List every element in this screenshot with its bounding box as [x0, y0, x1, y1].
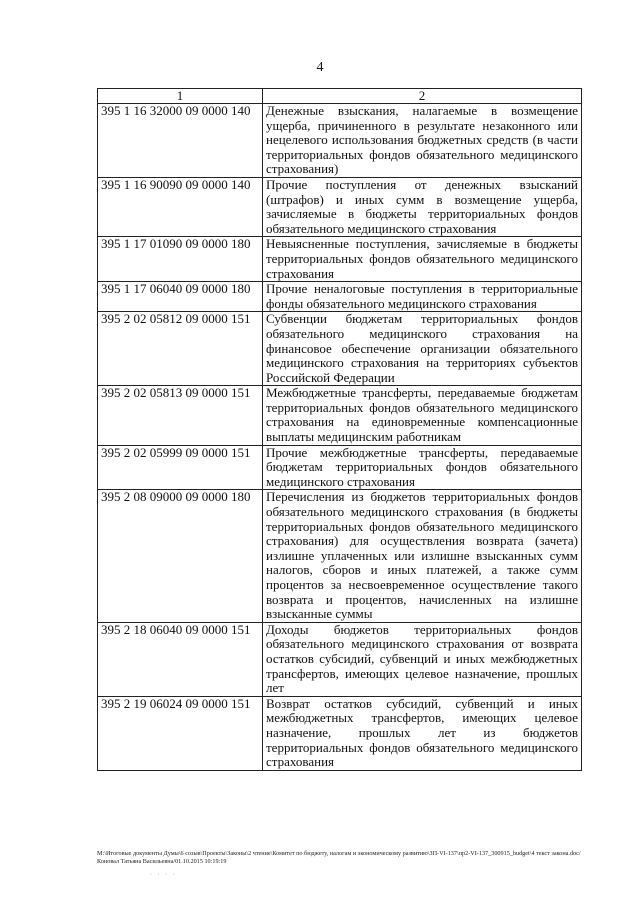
description-cell: Денежные взыскания, налагаемые в возмещение ущерба, причиненного в результате незаконного или нецелевого использования бюджетных средств (в части территориальных фондов обязательного медицинского страхования) [263, 104, 582, 178]
description-cell: Доходы бюджетов территориальных фондов обязательного медицинского страхования от возврата остатков субсидий, субвенций и иных межбюджетных трансфертов, имеющих целевое назначение, прошлых лет [263, 622, 582, 696]
description-cell: Межбюджетные трансферты, передаваемые бюджетам территориальных фондов обязательного медицинского страхования на единовременные компенсационные выплаты медицинским работникам [263, 386, 582, 445]
budget-code-cell: 395 1 17 06040 09 0000 180 [98, 282, 263, 312]
column-header-1: 1 [98, 89, 263, 104]
table-row [98, 237, 582, 282]
table-row [98, 312, 582, 386]
table-row [98, 696, 582, 770]
description-cell: Возврат остатков субсидий, субвенций и иных межбюджетных трансфертов, имеющих целевое назначение, прошлых лет из бюджетов территориальных фондов обязательного медицинского страхования [263, 696, 582, 770]
description-cell: Прочие неналоговые поступления в территориальные фонды обязательного медицинского страхования [263, 282, 582, 312]
budget-code-cell: 395 2 02 05812 09 0000 151 [98, 312, 263, 386]
description-cell: Невыясненные поступления, зачисляемые в бюджеты территориальных фондов обязательного медицинского страхования [263, 237, 582, 282]
table-header-row [98, 89, 582, 104]
budget-code-cell: 395 2 02 05813 09 0000 151 [98, 386, 263, 445]
table-row [98, 104, 582, 178]
budget-classification-table [97, 88, 582, 771]
description-cell: Прочие поступления от денежных взысканий (штрафов) и иных сумм в возмещение ущерба, зачисляемые в бюджеты территориальных фондов обязательного медицинского страхования [263, 177, 582, 236]
budget-code-cell: 395 1 16 90090 09 0000 140 [98, 177, 263, 236]
description-cell: Субвенции бюджетам территориальных фондов обязательного медицинского страхования на финансовое обеспечение организации обязательного медицинского страхования на территориях субъектов Российской Федерации [263, 312, 582, 386]
table-row [98, 445, 582, 490]
budget-code-cell: 395 2 18 06040 09 0000 151 [98, 622, 263, 696]
budget-code-cell: 395 2 08 09000 09 0000 180 [98, 490, 263, 622]
table-row [98, 282, 582, 312]
budget-code-cell: 395 2 19 06024 09 0000 151 [98, 696, 263, 770]
budget-code-cell: 395 1 16 32000 09 0000 140 [98, 104, 263, 178]
table-row [98, 490, 582, 622]
scan-marks: · · · · [150, 872, 177, 878]
budget-code-cell: 395 2 02 05999 09 0000 151 [98, 445, 263, 490]
column-header-2: 2 [263, 89, 582, 104]
page-number: 4 [316, 60, 324, 75]
table-row [98, 386, 582, 445]
budget-code-cell: 395 1 17 01090 09 0000 180 [98, 237, 263, 282]
table-row [98, 177, 582, 236]
description-cell: Перечисления из бюджетов территориальных фондов обязательного медицинского страхования (в бюджеты территориальных фондов обязательного медицинского страхования) для осуществления возврата (зачета) излишне уплаченных или излишне взысканных сумм налогов, сборов и иных платежей, а также сумм процентов за несвоевременное осуществление такого возврата и процентов, начисленных на излишне взысканные суммы [263, 490, 582, 622]
document-path-footer: M:\Итоговые документы Думы\6 созыв\Проекты\Законы\2 чтение\Комитет по бюджету, налогам и экономическому развитию\ЗП-VI-137\пр2-VI-137_300915_budget\4 текст закона.doc/Коновал Татьяна Васильевна/01.10.2015 10:19:19 [97, 850, 581, 865]
table-row [98, 622, 582, 696]
description-cell: Прочие межбюджетные трансферты, передаваемые бюджетам территориальных фондов обязательного медицинского страхования [263, 445, 582, 490]
